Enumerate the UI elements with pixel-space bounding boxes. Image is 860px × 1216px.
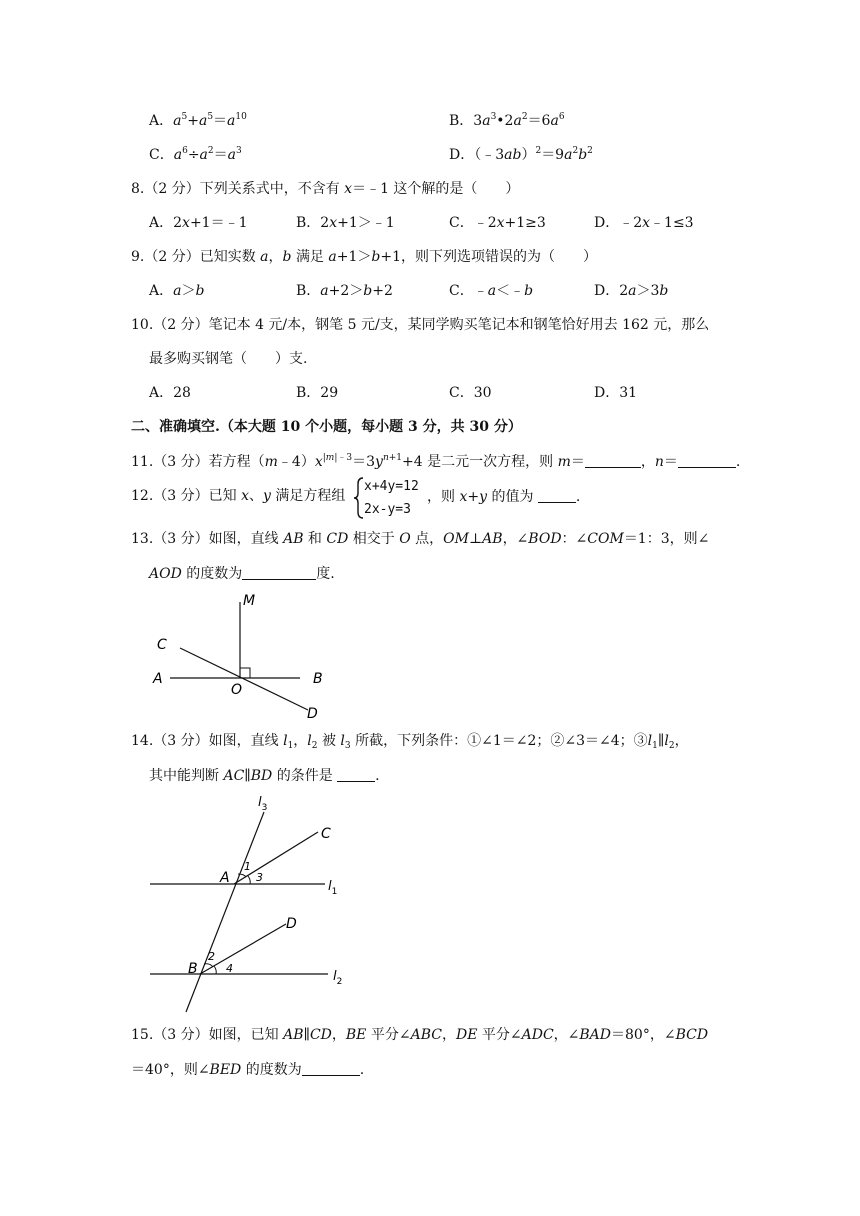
q7-option-a (149, 114, 247, 128)
label-angle-4: 4 (226, 962, 233, 975)
q12-stem: 12.（3 分）已知 x、y 满足方程组 (131, 488, 346, 504)
q9-stem: 9.（2 分）已知实数 a，b 满足 a+1＞b+1，则下列选项错误的为（ ） (131, 249, 598, 265)
label-o: O (231, 682, 243, 698)
label-d: D (307, 706, 318, 722)
label-c: C (321, 826, 331, 842)
label-a: A (220, 870, 230, 886)
q10-option-d: D．31 (594, 385, 638, 401)
q12-tail: ，则 x+y 的值为 . (427, 489, 581, 505)
label-l1: $l_1$ (328, 879, 338, 897)
q10-option-b: B．29 (296, 385, 339, 401)
q10-line1: 10.（2 分）笔记本 4 元/本，钢笔 5 元/支，某同学购买笔记本和钢笔恰好用去 162 元，那么 (131, 317, 710, 333)
q9-option-c: C．﹣a＜﹣b (449, 283, 534, 299)
label-angle-3: 3 (256, 871, 263, 884)
label-d: D (286, 916, 297, 932)
q13-line1: 13.（3 分）如图，直线 AB 和 CD 相交于 O 点，OM⊥AB，∠BOD：∠COM＝1：3，则∠ (131, 531, 710, 547)
q8-stem: 8.（2 分）下列关系式中，不含有 x＝﹣1 这个解的是（ ） (131, 181, 520, 197)
q10-option-c: C．30 (449, 385, 492, 401)
angle-4-arc (214, 966, 216, 974)
label-a: A (153, 671, 163, 687)
line-l3 (186, 812, 264, 1012)
q12-equation-2: 2x-y=3 (364, 502, 411, 517)
label-angle-2: 2 (208, 950, 215, 963)
section-2-heading: 二、准确填空.（本大题 10 个小题，每小题 3 分，共 30 分） (131, 419, 522, 435)
q9-option-b: B．a+2＞b+2 (296, 283, 393, 299)
q7-option-b: B．$3a^3•2a^2=6a^6$ (449, 112, 565, 129)
q7-option-a-text: A．$a^5+a^5=a^{10}$ (149, 112, 247, 129)
label-angle-1: 1 (244, 860, 251, 873)
q8-option-a: A．2x+1＝﹣1 (149, 215, 248, 231)
label-b: B (313, 671, 323, 687)
angle-2-arc (204, 964, 213, 967)
q12-equation-1: x+4y=12 (364, 479, 419, 494)
label-c: C (157, 637, 167, 653)
q15-line2: ＝40°，则∠BED 的度数为 . (131, 1062, 365, 1078)
q11-stem: 11.（3 分）若方程$(m﹣4)x^{|m|﹣3}=3y^{n+1}+4$ 是二元一次方程，则 m＝ ，n＝ . (131, 453, 741, 470)
q10-option-a: A．28 (149, 385, 191, 401)
q9-option-d: D．2a＞3b (594, 283, 669, 299)
q15-line1: 15.（3 分）如图，已知 AB∥CD，BE 平分∠ABC，DE 平分∠ADC，∠BAD＝80°，∠BCD (131, 1027, 709, 1043)
q7-option-c: C．$a^6\div a^2=a^3$ (149, 146, 242, 163)
q8-option-d: D．﹣2x﹣1≤3 (594, 215, 694, 231)
q14-line1: 14.（3 分）如图，直线 $l_1$，$l_2$ 被 $l_3$ 所截，下列条件：①∠1＝∠2；②∠3＝∠4；$③l_1\parallel l_2$， (131, 733, 689, 751)
q10-line2: 最多购买钢笔（ ）支. (149, 351, 308, 367)
q7-option-d: D．$(﹣3ab)^2=9a^2b^2$ (449, 146, 593, 163)
q14-figure (140, 790, 360, 1020)
q13-line2: AOD 的度数为 度. (149, 566, 335, 582)
line-cd (180, 648, 308, 710)
angle-3-arc (248, 876, 250, 884)
label-l2: $l_2$ (333, 969, 343, 987)
q9-option-a: A．a＞b (149, 283, 205, 299)
q14-line2: 其中能判断 AC∥BD 的条件是 . (149, 768, 380, 784)
label-l3: $l_3$ (258, 795, 268, 813)
q13-figure (140, 586, 340, 726)
label-b: B (188, 961, 198, 977)
q8-option-b: B．2x+1＞﹣1 (296, 215, 395, 231)
q8-option-c: C．﹣2x+1≥3 (449, 215, 546, 231)
right-angle-mark (240, 668, 250, 678)
label-m: M (243, 593, 256, 609)
